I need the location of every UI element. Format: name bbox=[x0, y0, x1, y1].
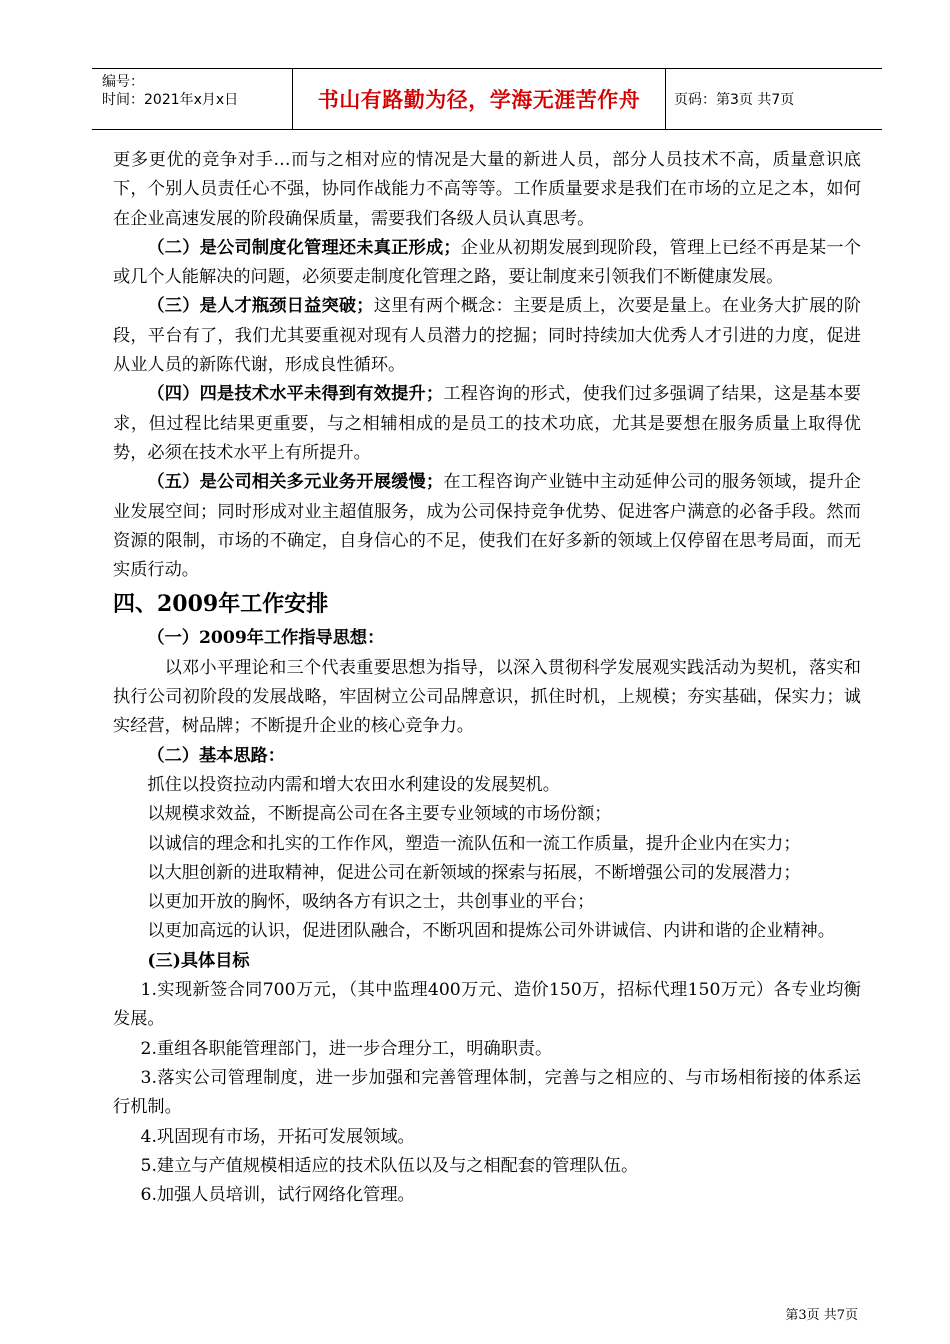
header-page-number: 页码：第3页 共7页 bbox=[674, 92, 795, 108]
paragraph-heading: （五）是公司相关多元业务开展缓慢； bbox=[147, 472, 444, 493]
list-item: 以更加高远的认识，促进团队融合，不断巩固和提炼公司外讲诚信、内讲和谐的企业精神。 bbox=[147, 921, 835, 942]
goal-item: 5.建立与产值规模相适应的技术队伍以及与之相配套的管理队伍。 bbox=[140, 1155, 639, 1176]
list-item: 以更加开放的胸怀，吸纳各方有识之士，共创事业的平台； bbox=[147, 892, 595, 913]
subsection-specific-goals: (三)具体目标 bbox=[147, 950, 250, 971]
paragraph-technology bbox=[113, 380, 861, 468]
list-item: 抓住以投资拉动内需和增大农田水利建设的发展契机。 bbox=[147, 774, 560, 795]
paragraph-heading: （三）是人才瓶颈日益突破； bbox=[147, 296, 374, 317]
paragraph-heading: （四）四是技术水平未得到有效提升； bbox=[147, 384, 444, 405]
paragraph-talent bbox=[113, 292, 861, 380]
goal-item: 4.巩固现有市场，开拓可发展领域。 bbox=[140, 1126, 415, 1147]
page-header bbox=[92, 68, 882, 130]
paragraph-text: 企业从初期发展到现阶段，管理上已经不再是某一个或几个人能解决的问题，必须要走制度化管理之路，要让制度来引领我们不断健康发展。 bbox=[113, 237, 861, 288]
goal-item: 2.重组各职能管理部门，进一步合理分工，明确职责。 bbox=[140, 1038, 553, 1059]
page-footer-number: 第3页 共7页 bbox=[785, 1308, 858, 1323]
goal-item: 1.实现新签合同700万元，（其中监理400万元、造价150万，招标代理150万元）各专业均衡发展。 bbox=[113, 980, 861, 1030]
header-motto-cell bbox=[292, 69, 666, 129]
header-page-cell bbox=[664, 69, 892, 129]
paragraph-text: 这里有两个概念：主要是质上，次要是量上。在业务大扩展的阶段，平台有了，我们尤其要重视对现有人员潜力的挖掘；同时持续加大优秀人才引进的力度，促进从业人员的新陈代谢，形成良性循环。 bbox=[113, 296, 861, 376]
list-item: 以诚信的理念和扎实的工作作风，塑造一流队伍和一流工作质量，提升企业内在实力； bbox=[147, 833, 801, 854]
section-title: 四、2009年工作安排 bbox=[113, 591, 329, 618]
document-body bbox=[113, 146, 861, 1210]
header-motto: 书山有路勤为径，学海无涯苦作舟 bbox=[317, 88, 641, 112]
subsection-basic-ideas: （二）基本思路： bbox=[147, 745, 285, 766]
paragraph-guiding-thought: 以邓小平理论和三个代表重要思想为指导，以深入贯彻科学发展观实践活动为契机，落实和执行公司初阶段的发展战略，牢固树立公司品牌意识，抓住时机，上规模；夯实基础，保实力；诚实经营，树品牌；不断提升企业的核心竞争力。 bbox=[113, 657, 861, 737]
list-item: 以大胆创新的进取精神，促进公司在新领域的探索与拓展，不断增强公司的发展潜力； bbox=[147, 862, 801, 883]
paragraph-quality: 更多更优的竞争对手…而与之相对应的情况是大量的新进人员，部分人员技术不高，质量意识底下，个别人员责任心不强，协同作战能力不高等等。工作质量要求是我们在市场的立足之本，如何在企业高速发展的阶段确保质量，需要我们各级人员认真思考。 bbox=[113, 150, 861, 229]
paragraph-heading: （二）是公司制度化管理还未真正形成； bbox=[147, 237, 461, 258]
paragraph-management bbox=[113, 234, 861, 293]
paragraph-business bbox=[113, 468, 861, 585]
paragraph-text: 在工程咨询产业链中主动延伸公司的服务领域，提升企业发展空间；同时形成对业主超值服务，成为公司保持竞争优势、促进客户满意的必备手段。然而资源的限制，市场的不确定，自身信心的不足，使我们在好多新的领域上仅停留在思考局面，而无实质行动。 bbox=[113, 472, 861, 581]
header-meta bbox=[92, 69, 292, 129]
document-time-label: 时间：2021年x月x日 bbox=[102, 92, 239, 108]
document-number-label: 编号： bbox=[102, 74, 144, 90]
subsection-guiding-thought: （一）2009年工作指导思想： bbox=[147, 628, 385, 649]
goal-item: 6.加强人员培训，试行网络化管理。 bbox=[140, 1185, 415, 1206]
paragraph-text: 工程咨询的形式，使我们过多强调了结果，这是基本要求，但过程比结果更重要，与之相辅相成的是员工的技术功底，尤其是要想在服务质量上取得优势，必须在技术水平上有所提升。 bbox=[113, 384, 861, 463]
goal-item: 3.落实公司管理制度，进一步加强和完善管理体制，完善与之相应的、与市场相衔接的体系运行机制。 bbox=[113, 1067, 861, 1118]
list-item: 以规模求效益，不断提高公司在各主要专业领域的市场份额； bbox=[147, 804, 612, 825]
